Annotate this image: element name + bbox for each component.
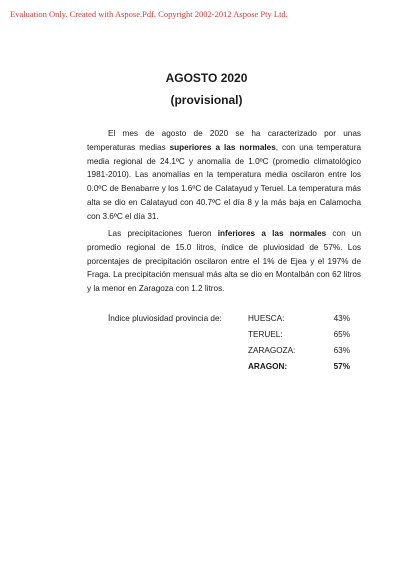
precipitation-paragraph [87, 227, 361, 296]
rain-index-region: TERUEL: [248, 330, 283, 339]
rain-index-row-aragon [0, 362, 413, 376]
temperature-paragraph [87, 127, 361, 224]
rain-index-region: ZARAGOZA: [248, 346, 296, 355]
rain-index-row-zaragoza [0, 346, 413, 360]
precipitation-text-after: con un promedio regional de 15.0 litros, índice de pluviosidad de 57%. Los porcentajes de precipitación oscilaron entre el 1% de Ejea y el 197% de Fraga. La precipitación mensual más alta se dio en Montalbán con 62 litros y la menor en Zaragoza con 1.2 litros. [87, 229, 361, 294]
rain-index-label: Índice pluviosidad provincia de: [108, 314, 222, 323]
report-title: AGOSTO 2020 [165, 71, 248, 85]
temperature-text-before: El mes de agosto de 2020 se ha caracterizado por unas temperaturas medias [87, 129, 361, 152]
rain-index-row-teruel [0, 330, 413, 344]
rain-index-region: HUESCA: [248, 314, 285, 323]
temperature-highlight: superiores a las normales [169, 142, 276, 152]
rain-index-value: 43% [333, 314, 350, 323]
precipitation-highlight: inferiores a las normales [217, 229, 327, 238]
evaluation-watermark: Evaluation Only. Created with Aspose.Pdf. Copyright 2002-2012 Aspose Pty Ltd. [10, 9, 288, 19]
rain-index-value: 57% [333, 362, 350, 371]
rain-index-row-huesca [0, 314, 413, 328]
temperature-text-after: , con una temperatura media regional de 24.1ºC y anomalía de 1.0ºC (promedio climatológico 1981-2010). Las anomalías en la temperatura media oscilaron entre los 0.0ºC de Benabarre y los 1.6ºC de Calatayud y Teruel. La temperatura más alta se dio en Calatayud con 40.7ºC el día 8 y la más baja en Calamocha con 3.6ºC el día 31. [87, 142, 361, 221]
precipitation-text-before: Las precipitaciones fueron [108, 229, 218, 238]
rain-index-region: ARAGON: [248, 362, 288, 371]
report-subtitle: (provisional) [170, 93, 243, 107]
rain-index-value: 65% [333, 330, 350, 339]
rain-index-value: 63% [333, 346, 350, 355]
